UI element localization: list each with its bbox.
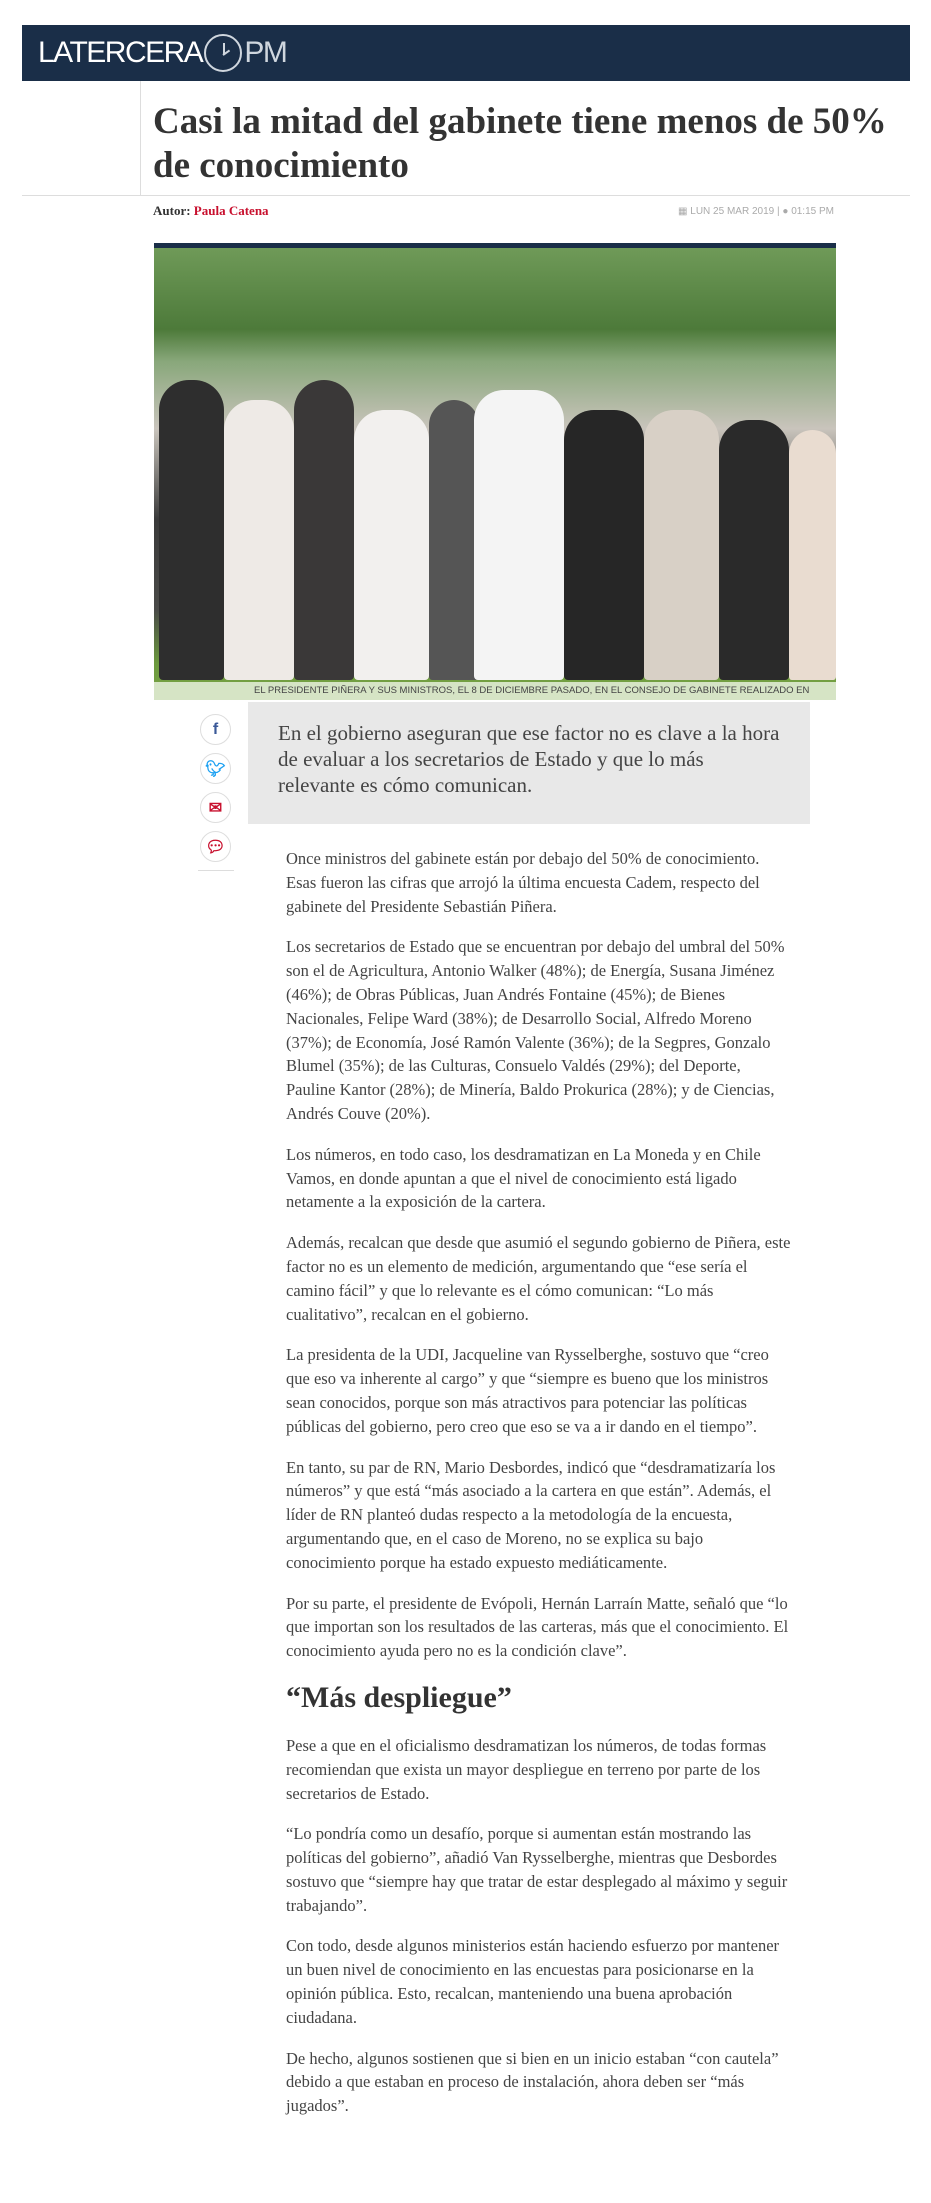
date-text: LUN 25 MAR 2019 <box>690 206 775 217</box>
photo-caption: EL PRESIDENTE PIÑERA Y SUS MINISTROS, EL 8 DE DICIEMBRE PASADO, EN EL CONSEJO DE GABINETE REALIZADO EN <box>154 682 836 700</box>
article-body <box>286 847 791 2135</box>
site-logo[interactable] <box>38 34 286 72</box>
divider <box>198 870 234 871</box>
paragraph: Además, recalcan que desde que asumió el segundo gobierno de Piñera, este factor no es un elemento de medición, argumentando que “ese sería el camino fácil” y que lo relevante es el cómo comunican: “Lo más cualitativo”, recalcan en el gobierno. <box>286 1233 791 1324</box>
paragraph: Los números, en todo caso, los desdramatizan en La Moneda y en Chile Vamos, en donde apuntan a que el nivel de conocimiento está ligado netamente a la exposición de la cartera. <box>286 1144 761 1212</box>
email-icon[interactable]: ✉ <box>200 792 231 823</box>
paragraph: Por su parte, el presidente de Evópoli, Hernán Larraín Matte, señaló que “lo que importan son los resultados de las carteras, más que el conocimiento. El conocimiento ayuda pero no es la condición clave”. <box>286 1593 789 1661</box>
calendar-icon: ▦ <box>678 206 688 217</box>
paragraph: Los secretarios de Estado que se encuentran por debajo del umbral del 50% son el de Agricultura, Antonio Walker (48%); de Energía, Susana Jiménez (46%); de Obras Públicas, Juan Andrés Fontaine (45%); de Bienes Nacionales, Felipe Ward (38%); de Desarrollo Social, Alfredo Moreno (37%); de Economía, José Ramón Valente (36%); de la Segpres, Gonzalo Blumel (35%); de las Culturas, Consuelo Valdés (29%); del Deporte, Pauline Kantor (28%); de Minería, Baldo Prokurica (28%); y de Ciencias, Andrés Couve (20%). <box>286 937 785 1123</box>
comment-icon[interactable]: 💬︎ <box>200 831 231 862</box>
paragraph: Pese a que en el oficialismo desdramatizan los números, de todas formas recomiendan que exista un mayor despliegue en terreno por parte de los secretarios de Estado. <box>286 1735 767 1803</box>
author-label: Autor: <box>153 203 191 218</box>
author-link[interactable]: Paula Catena <box>193 203 269 218</box>
twitter-icon[interactable]: 🐦︎ <box>200 753 231 784</box>
clock-icon <box>204 34 242 72</box>
time-text: 01:15 PM <box>791 206 834 217</box>
paragraph: Con todo, desde algunos ministerios están haciendo esfuerzo por mantener un buen nivel de conocimiento en las encuestas para posicionarse en la opinión pública. Esto, recalcan, manteniendo una buena aprobación ciudadana. <box>286 1936 780 2027</box>
logo-pm: PM <box>244 36 287 69</box>
site-header <box>22 25 910 81</box>
author-line <box>153 203 269 219</box>
paragraph: En tanto, su par de RN, Mario Desbordes, indicó que “desdramatizaría los números” y que está “más asociado a la cartera en que están”. Además, el líder de RN planteó dudas respecto a la metodología de la encuesta, argumentando que, en el caso de Moreno, no se explica su bajo conocimiento porque ha estado expuesto mediáticamente. <box>286 1457 776 1572</box>
publish-date: ▦ LUN 25 MAR 2019 | ● 01:15 PM <box>678 206 834 217</box>
paragraph: Once ministros del gabinete están por debajo del 50% de conocimiento. Esas fueron las cifras que arrojó la última encuesta Cadem, respecto del gabinete del Presidente Sebastián Piñera. <box>286 849 760 916</box>
divider <box>22 195 910 196</box>
paragraph: De hecho, algunos sostienen que si bien en un inicio estaban “con cautela” debido a que estaban en proceso de instalación, ahora deben ser “más jugados”. <box>286 2048 779 2116</box>
paragraph: “Lo pondría como un desafío, porque si aumentan están mostrando las políticas del gobierno”, añadió Van Rysselberghe, mientras que Desbordes sostuvo que “siempre hay que tratar de estar desplegado al máximo y seguir trabajando”. <box>286 1824 788 1915</box>
logo-text: LATERCERA <box>38 36 203 69</box>
clock-small-icon: ● <box>782 206 789 217</box>
facebook-icon[interactable]: f <box>200 714 231 745</box>
paragraph: La presidenta de la UDI, Jacqueline van Rysselberghe, sostuvo que “creo que eso va inherente al cargo” y que “siempre es bueno que los ministros sean conocidos, porque son más atractivos para potenciar las políticas públicas del gobierno, pero creo que eso se va a ir dando en el tiempo”. <box>286 1345 769 1436</box>
share-bar <box>200 714 232 871</box>
article-photo <box>154 243 836 700</box>
article-lead: En el gobierno aseguran que ese factor no es clave a la hora de evaluar a los secretarios de Estado y que lo más relevante es cómo comunican. <box>248 702 810 824</box>
page-title: Casi la mitad del gabinete tiene menos de 50% de conocimiento <box>153 101 887 186</box>
divider <box>140 81 141 195</box>
section-heading: “Más despliegue” <box>286 1680 512 1714</box>
